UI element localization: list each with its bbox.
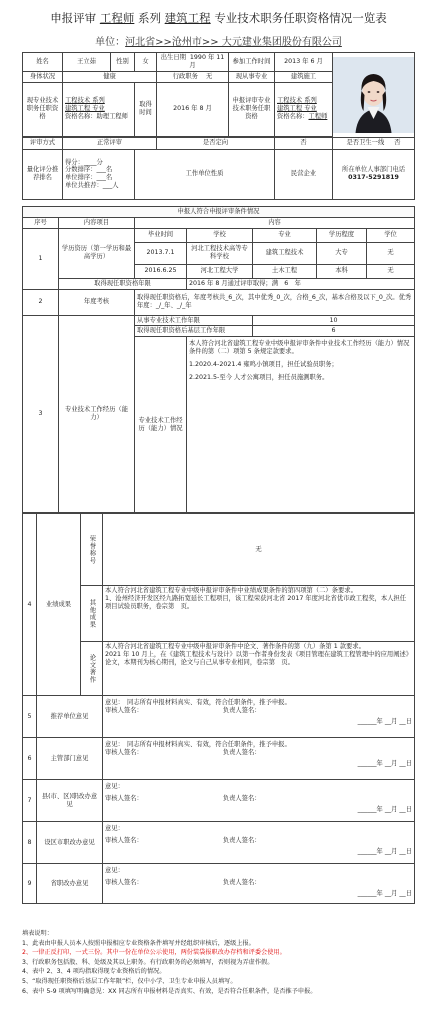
major-label: 现从事专业 bbox=[229, 71, 275, 82]
approval-label: 县(市、区)职改办意见 bbox=[37, 780, 103, 822]
admin-value: 无 bbox=[205, 72, 213, 80]
org-label: 工作单位性质 bbox=[135, 149, 275, 199]
name-value: 王立茹 bbox=[63, 53, 111, 72]
approval-head: 负责人签名： bbox=[222, 836, 261, 844]
apply-name-line bbox=[277, 113, 330, 121]
approval-seq: 8 bbox=[23, 822, 37, 864]
health-line-value: 否 bbox=[394, 139, 401, 147]
assess-seq: 2 bbox=[23, 289, 59, 315]
content-header: 内容 bbox=[135, 217, 415, 228]
approval-label: 省职改办意见 bbox=[37, 864, 103, 904]
quant-rank: 分数排序：___名 bbox=[65, 166, 113, 174]
approval-seq: 6 bbox=[23, 738, 37, 780]
approval-sign-line bbox=[105, 795, 412, 803]
item-header: 内容项目 bbox=[59, 217, 135, 228]
birth-label: 出生日期 bbox=[160, 54, 186, 61]
approval-seq: 5 bbox=[23, 696, 37, 738]
admin-label: 行政职务 bbox=[172, 72, 198, 80]
phone-value: 0317-5291819 bbox=[348, 174, 399, 182]
approval-date: ______年 __月 __日 bbox=[357, 759, 413, 767]
birth-cell bbox=[157, 53, 229, 72]
approval-label: 主管部门意见 bbox=[37, 738, 103, 780]
approval-reviewer: 审核人签名： bbox=[105, 836, 143, 844]
approval-row bbox=[23, 864, 415, 904]
paper-value bbox=[103, 642, 415, 696]
exp-item: 专业技术工作经历（能力） bbox=[59, 315, 135, 513]
edu-cell: 建筑工程技术 bbox=[253, 242, 317, 264]
approval-body bbox=[103, 822, 415, 864]
sex-label: 性别 bbox=[111, 53, 135, 72]
paper-line: 本人符合河北省建筑工程专业中级申报评审条件中论文、著作条件的第（九）条第 1 款要求。 bbox=[105, 643, 365, 650]
approval-opinion: 意见： bbox=[105, 783, 124, 790]
current-series: 工程技术 系列 bbox=[65, 97, 105, 105]
quant-score: 得分：____分 bbox=[65, 158, 103, 166]
orient-label: 是否定向 bbox=[157, 137, 275, 149]
exp-line: 1.2020.4-2021.4 雍鸣小镇项目，担任试验员职务； bbox=[189, 361, 338, 369]
approval-sign-line bbox=[105, 749, 412, 757]
edu-cell: 2016.6.25 bbox=[135, 264, 187, 278]
approval-body bbox=[103, 780, 415, 822]
admin-cell bbox=[157, 71, 229, 82]
edu-cell: 本科 bbox=[317, 264, 367, 278]
unit-value: 河北省>>沧州市>> 大元建业集团股份有限公司 bbox=[125, 37, 342, 48]
title-field: 建筑工程 bbox=[164, 11, 211, 25]
date-value: 2016 年 8 月 bbox=[157, 82, 229, 136]
phone-label: 所在单位人事部门电话 bbox=[342, 166, 405, 174]
years-label: 取得现任职资格年限 bbox=[59, 278, 187, 289]
honor-value: 无 bbox=[103, 514, 415, 586]
apply-series: 工程技术 系列 bbox=[277, 97, 317, 105]
edu-h-title: 学位 bbox=[367, 228, 415, 242]
other-line: 本人符合河北省建筑工程专业中级申报评审条件中业绩成果条件的第四项第（二）条要求。 bbox=[105, 587, 357, 594]
years-value: 2016 年 8 月通过评审取得；满 6 年 bbox=[187, 278, 415, 289]
conditions-title: 申报人符合申报评审条件情况 bbox=[23, 207, 415, 218]
title-suffix: 专业技术职务任职资格情况一览表 bbox=[214, 11, 387, 25]
title-mid: 系列 bbox=[138, 11, 161, 25]
exp-detail bbox=[187, 337, 415, 513]
edu-h-major: 专业 bbox=[253, 228, 317, 242]
exp-post-label: 取得现任职资格后基层工作年限 bbox=[135, 326, 253, 337]
exp-sub-label: 专业技术工作经历（能力）情况 bbox=[135, 337, 187, 513]
health-value: 健康 bbox=[63, 71, 157, 82]
approval-label: 设区市职改办意见 bbox=[37, 822, 103, 864]
name-label: 姓名 bbox=[23, 53, 63, 72]
orient-value: 否 bbox=[275, 137, 333, 149]
edu-cell: 无 bbox=[367, 264, 415, 278]
other-value bbox=[103, 586, 415, 642]
apply-name-label: 资格名称： bbox=[277, 113, 309, 121]
quant-unit-rank: 单位排序：___名 bbox=[65, 174, 113, 182]
paper-label: 论文著作 bbox=[88, 653, 96, 684]
edu-cell: 土木工程 bbox=[253, 264, 317, 278]
approval-sign-line bbox=[105, 707, 412, 715]
current-qual-value bbox=[63, 82, 135, 136]
apply-label: 申报评审专业技术职务任职资格 bbox=[229, 82, 275, 136]
exp-line: 本人符合河北省建筑工程专业中级申报评审条件中业技术工作经历（能力）情况条件的第（二）项第 5 条规定款要求。 bbox=[189, 340, 410, 356]
approval-opinion: 意见： bbox=[105, 867, 124, 874]
exp-line: 2.2021.5-至今 人才公寓项目，担任员施测职务。 bbox=[189, 373, 329, 381]
performance-table bbox=[22, 513, 415, 904]
assess-item: 年度考核 bbox=[59, 289, 135, 315]
approval-label: 推荐单位意见 bbox=[37, 696, 103, 738]
seq-header: 序号 bbox=[23, 217, 59, 228]
approval-head: 负责人签名： bbox=[222, 878, 261, 886]
other-label-cell bbox=[81, 586, 103, 642]
health-line-label: 是否卫生一线 bbox=[346, 139, 385, 147]
edu-item: 学历资历（第一学历和最高学历） bbox=[59, 228, 135, 278]
edu-cell: 河北工程大学 bbox=[187, 264, 253, 278]
date-label: 取得时间 bbox=[135, 82, 157, 136]
fill-notes bbox=[22, 929, 414, 996]
apply-value bbox=[275, 82, 333, 136]
approval-date: ______年 __月 __日 bbox=[357, 889, 413, 897]
edu-seq: 1 bbox=[23, 228, 59, 289]
current-level: 资格名称：助理工程师 bbox=[65, 113, 128, 121]
edu-h-date: 毕业时间 bbox=[135, 228, 187, 242]
approval-seq: 9 bbox=[23, 864, 37, 904]
approval-row bbox=[23, 738, 415, 780]
apply-major: 建筑工程 专业 bbox=[277, 105, 317, 113]
approval-seq: 7 bbox=[23, 780, 37, 822]
note-item: 5、“取得现任职资格后基层工作年限”栏，仅中小学、卫生专业申报人员填写。 bbox=[22, 978, 237, 986]
conditions-table bbox=[22, 206, 415, 513]
notes-title: 填表说明： bbox=[22, 930, 53, 937]
honor-label: 荣誉称号 bbox=[88, 534, 96, 565]
current-qual-label: 现专业技术职务任职资格 bbox=[23, 82, 63, 136]
other-line: 1、沧州经济开发区经九路拓宽延长工程项目，该工程荣获河北省 2017 年度河北省优市政工程奖，本人担任项目试验员职务，卷宗第 页。 bbox=[105, 594, 407, 610]
exp-post-value: 6 bbox=[253, 326, 415, 337]
approval-opinion: 意见： 同志所有申报材料真实、有效，符合任职条件，推予申报。 bbox=[105, 741, 291, 748]
health-line-cell bbox=[333, 137, 415, 149]
org-value: 民营企业 bbox=[275, 149, 333, 199]
basic-info-table bbox=[22, 52, 415, 200]
photo-cell bbox=[333, 53, 415, 138]
approval-body bbox=[103, 696, 415, 738]
applicant-photo bbox=[333, 57, 414, 133]
edu-h-school: 学校 bbox=[187, 228, 253, 242]
quant-label: 量化评分推荐排名 bbox=[23, 149, 63, 199]
apply-name: 工程师 bbox=[308, 113, 328, 121]
phone-cell bbox=[333, 149, 415, 199]
exp-seq: 3 bbox=[23, 315, 59, 513]
health-label: 身体状况 bbox=[23, 71, 63, 82]
edu-cell: 2013.7.1 bbox=[135, 242, 187, 264]
exp-years-label: 从事专业技术工作年限 bbox=[135, 315, 253, 326]
perf-item: 业绩成果 bbox=[37, 514, 81, 696]
paper-label-cell bbox=[81, 642, 103, 696]
major-value: 建筑施工 bbox=[275, 71, 333, 82]
assess-text: 取得现任职资格后，年度考核共_6_次，其中优秀_0_次，合格_6_次，基本合格及以下_0_次。优秀年度：_/_年、_/_年 bbox=[135, 289, 415, 315]
honor-label-cell bbox=[81, 514, 103, 586]
approval-row bbox=[23, 780, 415, 822]
approval-reviewer: 审核人签名： bbox=[105, 748, 143, 756]
approval-head: 负责人签名： bbox=[222, 706, 261, 714]
approval-date: ______年 __月 __日 bbox=[357, 717, 413, 725]
approval-sign-line bbox=[105, 837, 412, 845]
note-item: 1、此表由申报人员本人按照申报相应专业资格条件填写并经组织审核后，逐级上报。 bbox=[22, 939, 255, 947]
edu-h-degree: 学历程度 bbox=[317, 228, 367, 242]
current-major: 建筑工程 专业 bbox=[65, 105, 105, 113]
approval-body bbox=[103, 738, 415, 780]
approval-head: 负责人签名： bbox=[222, 748, 261, 756]
perf-seq: 4 bbox=[23, 514, 37, 696]
approval-reviewer: 审核人签名： bbox=[105, 794, 143, 802]
approval-opinion: 意见： bbox=[105, 825, 124, 832]
approval-row bbox=[23, 696, 415, 738]
approval-date: ______年 __月 __日 bbox=[357, 805, 413, 813]
page-title bbox=[0, 10, 437, 26]
method-value: 正常评审 bbox=[63, 137, 157, 149]
approval-head: 负责人签名： bbox=[222, 794, 261, 802]
title-prefix: 申报评审 bbox=[50, 11, 97, 25]
unit-label: 单位： bbox=[95, 37, 126, 48]
birth-value: 1990 年 11 月 bbox=[189, 54, 225, 69]
quant-unit-total: 单位共推荐：___人 bbox=[65, 182, 119, 190]
exp-years-value: 10 bbox=[253, 315, 415, 326]
approval-date: ______年 __月 __日 bbox=[357, 847, 413, 855]
note-item-highlight: 2、一律正反打印，一式三份。其中一份在单位公示使用，两份装袋报职改办存档和评委会使用。 bbox=[22, 949, 286, 957]
edu-cell: 无 bbox=[367, 242, 415, 264]
method-label: 评审方式 bbox=[23, 137, 63, 149]
unit-line bbox=[0, 33, 437, 48]
sex-value: 女 bbox=[135, 53, 157, 72]
other-label: 其他成果 bbox=[88, 598, 96, 629]
note-item: 3、行政职务包括股、科、处级及其以上职务。有行政职务的必须填写，否则视为弄虚作假。 bbox=[22, 958, 274, 966]
note-item: 6、表中 5-9 项填写明确意见：XX 同志所有申报材料是否真实、有效，是否符合任职条件，是否推予申报。 bbox=[22, 987, 317, 995]
paper-line: 2021 年 10 月上，在《建筑工程技术与设计》以第一作者身份发表《项目管理在建筑工程管理中的应用阐述》论文，本期刊为核心期刊，论文与自己从事专业相同，卷宗第 页。 bbox=[105, 650, 409, 666]
quant-lines bbox=[63, 149, 135, 199]
edu-cell: 大专 bbox=[317, 242, 367, 264]
work-label: 参加工作时间 bbox=[229, 53, 275, 72]
approval-row bbox=[23, 822, 415, 864]
approval-reviewer: 审核人签名： bbox=[105, 878, 143, 886]
work-value: 2013 年 6 月 bbox=[275, 53, 333, 72]
note-item: 4、表中 2、3、4 项均指取得现专业资格后的情况。 bbox=[22, 968, 166, 976]
approval-opinion: 意见： 同志所有申报材料真实、有效，符合任职条件，推予申报。 bbox=[105, 699, 291, 706]
approval-reviewer: 审核人签名： bbox=[105, 706, 143, 714]
approval-body bbox=[103, 864, 415, 904]
edu-cell: 河北工程技术高等专科学校 bbox=[187, 242, 253, 264]
approval-sign-line bbox=[105, 879, 412, 887]
title-series: 工程师 bbox=[99, 11, 135, 25]
